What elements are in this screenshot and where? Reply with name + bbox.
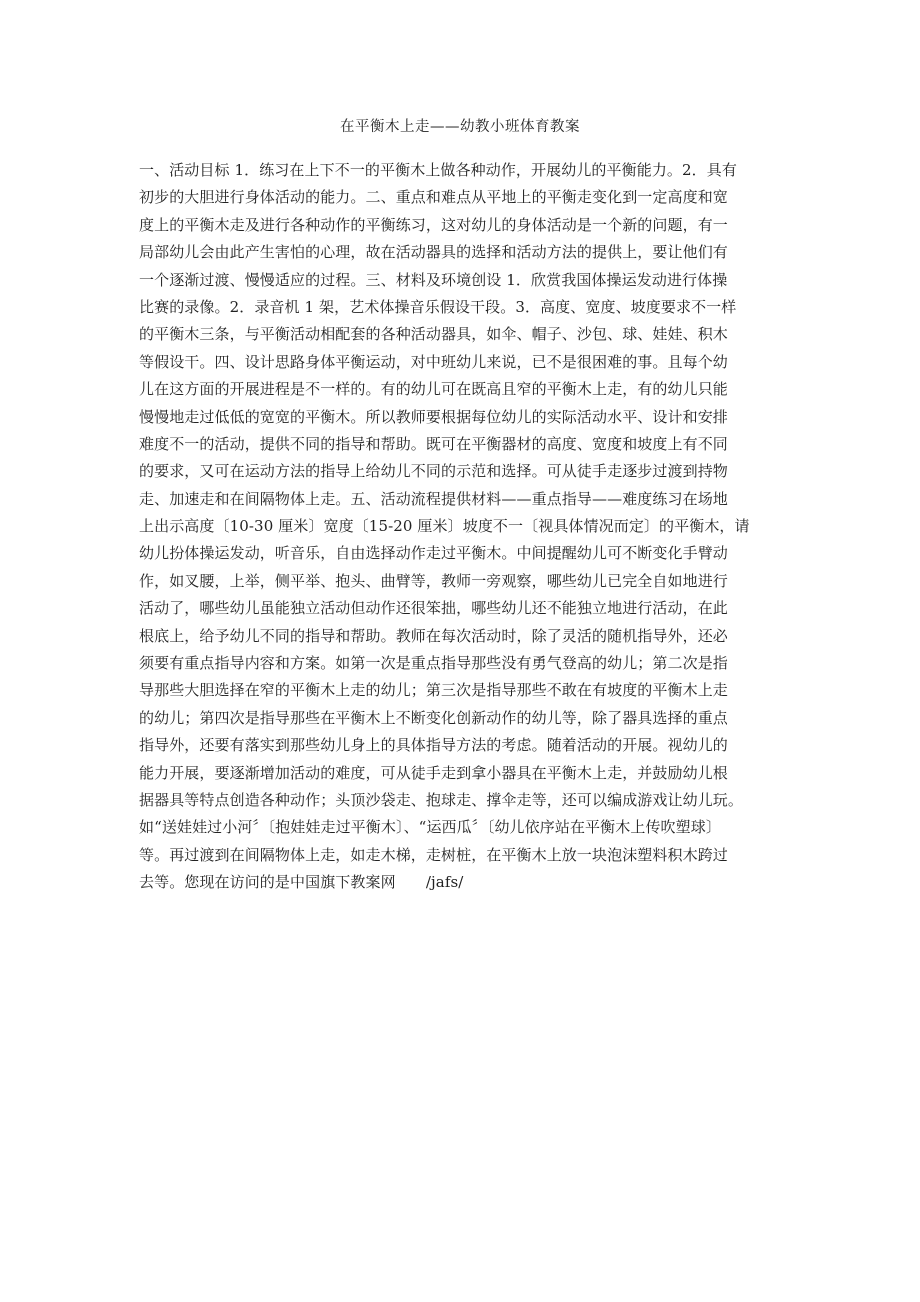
body-line: 等假设干。四、设计思路身体平衡运动，对中班幼儿来说，已不是很困难的事。且每个幼 (139, 352, 728, 371)
body-line: 的幼儿；第四次是指导那些在平衡木上不断变化创新动作的幼儿等，除了器具选择的重点 (139, 708, 728, 727)
body-line: 的要求，又可在运动方法的指导上给幼儿不同的示范和选择。可从徒手走逐步过渡到持物 (139, 462, 728, 481)
body-line: 活动了，哪些幼儿虽能独立活动但动作还很笨拙，哪些幼儿还不能独立地进行活动，在此 (139, 599, 728, 618)
body-line: 一个逐渐过渡、慢慢适应的过程。三、材料及环境创设 1．欣赏我国体操运发动进行体操 (139, 270, 728, 289)
body-line: 慢慢地走过低低的宽宽的平衡木。所以教师要根据每位幼儿的实际活动水平、设计和安排 (139, 407, 728, 426)
body-line: 如“送娃娃过小河〞〔抱娃娃走过平衡木〕、“运西瓜〞〔幼儿依序站在平衡木上传吹塑球〕 (139, 818, 721, 837)
body-line: 幼儿扮体操运发动，听音乐，自由选择动作走过平衡木。中间提醒幼儿可不断变化手臂动 (139, 544, 728, 563)
body-line: 比赛的录像。2．录音机 1 架，艺术体操音乐假设干段。3．高度、宽度、坡度要求不一样 (139, 297, 737, 316)
body-line: 根底上，给予幼儿不同的指导和帮助。教师在每次活动时，除了灵活的随机指导外，还必 (139, 626, 728, 645)
body-line: 指导外，还要有落实到那些幼儿身上的具体指导方法的考虑。随着活动的开展。视幼儿的 (139, 736, 728, 755)
body-line: 初步的大胆进行身体活动的能力。二、重点和难点从平地上的平衡走变化到一定高度和宽 (139, 188, 728, 207)
body-line: 儿在这方面的开展进程是不一样的。有的幼儿可在既高且窄的平衡木上走，有的幼儿只能 (139, 380, 728, 399)
body-line: 上出示高度〔10-30 厘米〕宽度〔15-20 厘米〕坡度不一〔视具体情况而定〕的平衡木，请 (139, 517, 750, 536)
body-line: 一、活动目标 1．练习在上下不一的平衡木上做各种动作，开展幼儿的平衡能力。2．具有 (139, 161, 737, 179)
body-line: 度上的平衡木走及进行各种动作的平衡练习，这对幼儿的身体活动是一个新的问题，有一 (139, 215, 728, 234)
lesson-plan-body (139, 157, 789, 897)
body-line: 据器具等特点创造各种动作；头顶沙袋走、抱球走、撑伞走等，还可以编成游戏让幼儿玩。 (139, 790, 744, 809)
document-title: 在平衡木上走——幼教小班体育教案 (340, 119, 580, 135)
body-line: 难度不一的活动，提供不同的指导和帮助。既可在平衡器材的高度、宽度和坡度上有不同 (139, 434, 728, 453)
body-line: 的平衡木三条，与平衡活动相配套的各种活动器具，如伞、帽子、沙包、球、娃娃、积木 (139, 325, 728, 344)
body-line: 去等。您现在访问的是中国旗下教案网 /jafs/ (139, 873, 464, 892)
body-line: 能力开展，要逐渐增加活动的难度，可从徒手走到拿小器具在平衡木上走，并鼓励幼儿根 (139, 763, 728, 782)
body-line: 作，如叉腰，上举，侧平举、抱头、曲臂等，教师一旁观察，哪些幼儿已完全自如地进行 (139, 571, 728, 590)
body-line: 须要有重点指导内容和方案。如第一次是重点指导那些没有勇气登高的幼儿；第二次是指 (139, 654, 728, 673)
body-line: 走、加速走和在间隔物体上走。五、活动流程提供材料——重点指导——难度练习在场地 (139, 489, 728, 508)
body-line: 导那些大胆选择在窄的平衡木上走的幼儿；第三次是指导那些不敢在有坡度的平衡木上走 (139, 681, 728, 700)
body-line: 等。再过渡到在间隔物体上走，如走木梯，走树桩，在平衡木上放一块泡沫塑料积木跨过 (139, 845, 728, 864)
body-line: 局部幼儿会由此产生害怕的心理，故在活动器具的选择和活动方法的提供上，要让他们有 (139, 243, 728, 262)
